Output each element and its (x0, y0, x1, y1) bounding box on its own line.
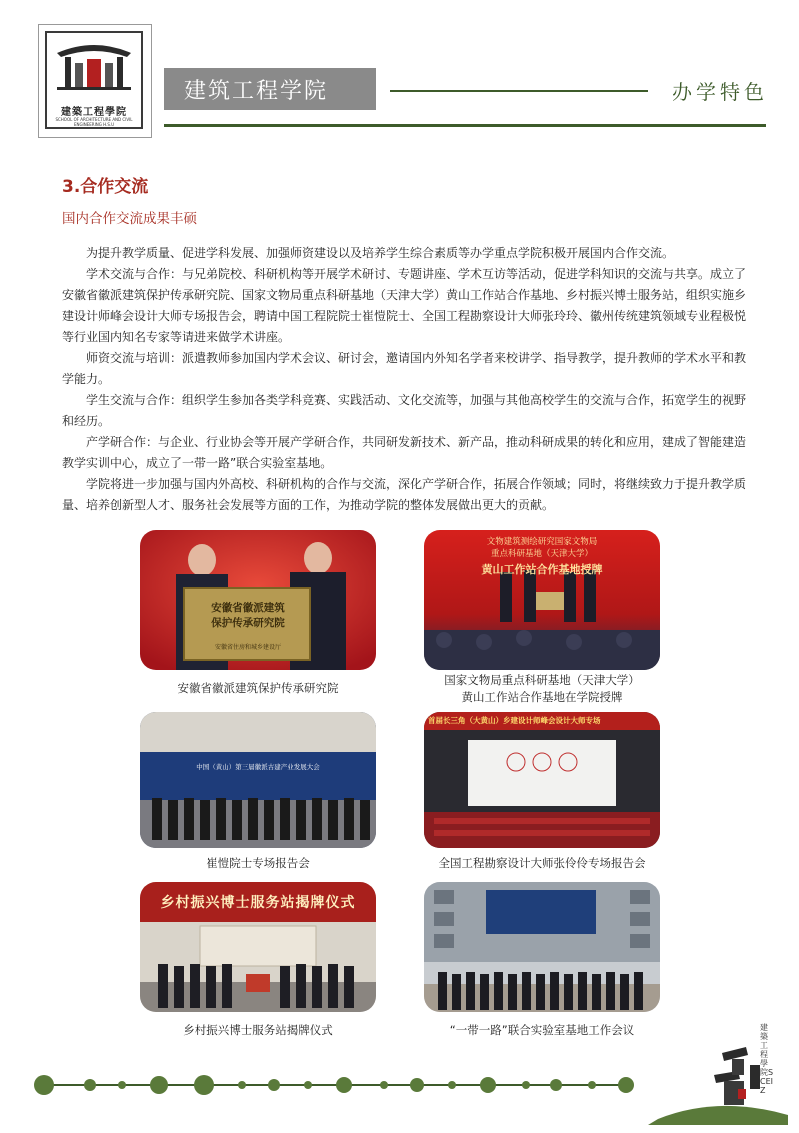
paragraph: 学院将进一步加强与国内外高校、科研机构的合作与交流，深化产学研合作，拓展合作领域；同时，将继续致力于提升教学质量、培养创新型人才、服务社会发展等方面的工作，为推动学院的整体发展做出更大的贡献。 (62, 477, 747, 512)
photo-caption: 安徽省徽派建筑保护传承研究院 (177, 681, 339, 695)
photo-research-institute (140, 530, 376, 670)
corner-text: 建築工程學院SCEIZ (760, 1023, 774, 1095)
plaque-text: 安徽省徽派建筑 保护传承研究院 安徽省住房和城乡建设厅 (211, 602, 285, 651)
footer-dot (410, 1078, 424, 1092)
section-heading: 3.合作交流 (62, 177, 149, 197)
paragraph: 为提升教学质量、促进学科发展、加强师资建设以及培养学生综合素质等办学重点学院积极开展国内合作交流。 (86, 246, 675, 260)
footer-dot (150, 1076, 168, 1094)
logo-chinese-name: 建築工程學院 (61, 107, 127, 118)
body-text (62, 243, 746, 516)
photo-caption: 国家文物局重点科研基地（天津大学） 黄山工作站合作基地在学院授牌 (444, 673, 640, 704)
footer-dot (118, 1081, 126, 1089)
footer-dot (336, 1077, 352, 1093)
photo-caption: 乡村振兴博士服务站揭牌仪式 (183, 1023, 333, 1037)
school-logo (38, 24, 152, 138)
page-title: 建筑工程学院 (184, 79, 329, 104)
footer-dot (522, 1081, 530, 1089)
footer-dot (34, 1075, 54, 1095)
footer-dot (304, 1081, 312, 1089)
footer-dot (550, 1079, 562, 1091)
photo-belt-road-meeting (424, 882, 660, 1012)
photo-caption: “一带一路”联合实验室基地工作会议 (449, 1023, 635, 1037)
footer-dot (380, 1081, 388, 1089)
header-divider (390, 90, 648, 92)
footer-divider (40, 1084, 630, 1086)
photo-cui-kai-lecture (140, 712, 376, 848)
photo-service-station (140, 882, 376, 1012)
footer-dot (238, 1081, 246, 1089)
header-underline (164, 124, 766, 127)
footer-dot (84, 1079, 96, 1091)
banner-text: 首届长三角（大黄山）乡建设计师峰会设计大师专场 (428, 716, 601, 725)
footer-dot (448, 1081, 456, 1089)
footer-dot (618, 1077, 634, 1093)
photo-zhang-lecture (424, 712, 660, 848)
corner-decoration (648, 1015, 788, 1129)
photo-caption: 全国工程勘察设计大师张伶伶专场报告会 (438, 856, 646, 870)
footer-dot (588, 1081, 596, 1089)
banner-text: 乡村振兴博士服务站揭牌仪式 (160, 895, 356, 911)
section-subheading: 国内合作交流成果丰硕 (62, 211, 197, 227)
paragraph: 学术交流与合作：与兄弟院校、科研机构等开展学术研讨、专题讲座、学术互访等活动，促进学科知识的交流与共享。成立了安徽省徽派建筑保护传承研究院、国家文物局重点科研基地（天津大学）黄山工作站合作基地、乡村振兴博士服务站，组织实施乡建设计师峰会设计大师专场报告会，聘请中国工程院院士崔愷院士、全国工程勘察设计大师张玲玲、徽州传统建筑领域专业程极悦等行业国内知名专家等请进来做学术讲座。 (62, 267, 747, 344)
paragraph: 产学研合作：与企业、行业协会等开展产学研合作，共同研发新技术、新产品，推动科研成果的转化和应用，建成了智能建造教学实训中心，成立了一带一路”联合实验室基地。 (62, 435, 747, 470)
footer-dot (480, 1077, 496, 1093)
logo-english-name: SCHOOL OF ARCHITECTURE AND CIVIL ENGINEERING H.S.U (55, 117, 133, 127)
footer-dot (268, 1079, 280, 1091)
logo-frame (45, 31, 143, 129)
footer-dot (194, 1075, 214, 1095)
photo-caption: 崔愷院士专场报告会 (206, 856, 310, 870)
photo-research-base (424, 530, 660, 670)
paragraph: 学生交流与合作：组织学生参加各类学科竞赛、实践活动、文化交流等，加强与其他高校学生的交流与合作，拓宽学生的视野和经历。 (62, 393, 747, 428)
screen-text: 文物建筑测绘研究国家文物局 重点科研基地（天津大学） 黄山工作站合作基地授牌 (481, 537, 603, 576)
section-label: 办学特色 (672, 80, 768, 104)
banner-text: 中国（黄山）第三届徽派古建产业发展大会 (196, 763, 320, 771)
paragraph: 师资交流与培训：派遣教师参加国内学术会议、研讨会，邀请国内外知名学者来校讲学、指导教学，提升教师的学术水平和教学能力。 (62, 351, 747, 386)
